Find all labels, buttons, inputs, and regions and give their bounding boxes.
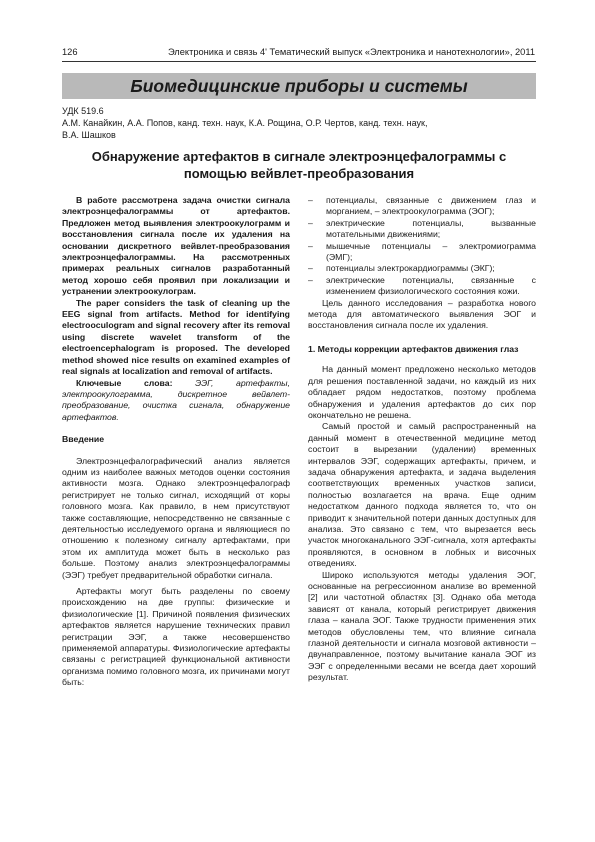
abstract-en: The paper considers the task of cleaning up the EEG signal from artifacts. Method for identifying electrooculogram and signal recovery after its removal using discrete wavelet transform of the electroencephalogram is proposed. The developed method showed nice results on examined examples of real signals at localization and removal of artifacts. xyxy=(62,297,290,377)
list-item: – мышечные потенциалы – электромиограмма (ЭМГ); xyxy=(308,241,536,264)
goal-paragraph: Цель данного исследования – разработка нового метода для автоматического выявления ЭОГ и восстановления сигнала после их удаления. xyxy=(308,297,536,331)
intro-paragraph-1: Электроэнцефалографический анализ является одним из наиболее важных методов оценки состояния активности мозга. Однако электроэнцефалограф регистрирует не только сигнал, исходящий от коры головного мозга. Как правило, в нем присутствуют также составляющие, непосредственно не связанные с деятельностью исследуемого органа и являющиеся по отношению к полезному сигналу артефактами, при этом их амплитуда может быть в несколько раз больше. Поэтому анализ электроэнцефалограммы (ЭЭГ) требует предварительной обработки сигнала. xyxy=(62,455,290,580)
paper-title: Обнаружение артефактов в сигнале электроэнцефалограммы с помощью вейвлет-преобразования xyxy=(91,149,507,181)
section-banner: Биомедицинские приборы и системы xyxy=(62,73,536,99)
methods-paragraph-3: Широко используются методы удаления ЭОГ, основанные на регрессионном анализе во временной [2] или частотной областях [3]. Однако оба метода зависят от канала, который регистрирует движения глаза – канала ЭОГ. Также трудности применения этих методов обусловлены тем, что влияние сигнала глазной деятельности и сигнала мозговой активности – двунаправленное, поэтому вычитание канала ЭОГ из ЭЭГ с определенными весами не всегда дает хороший результат. xyxy=(308,569,536,683)
list-item: – потенциалы электрокардиограммы (ЭКГ); xyxy=(308,263,536,274)
list-item: – электрические потенциалы, связанные с изменением физиологического состояния кожи. xyxy=(308,275,536,298)
page-number: 126 xyxy=(62,47,78,57)
keywords-text: ЭЭГ, артефакты, электроокулограмма, дискретное вейвлет-преобразование, очистка сигнала, обнаружение артефактов. xyxy=(62,377,290,422)
running-header: Электроника и связь 4' Тематический выпуск «Электроника и нанотехнологии», 2011 xyxy=(167,47,535,57)
keywords xyxy=(62,378,290,424)
methods-paragraph-1: На данный момент предложено несколько методов для решения поставленной задачи, но каждый из них обладает рядом недостатков, поэтому проблема обнаружения и удаления артефактов до сих пор окончательно не решена. xyxy=(308,364,536,420)
right-column xyxy=(308,195,536,684)
section-1-heading: 1. Методы коррекции артефактов движения глаз xyxy=(308,343,519,354)
abstract-ru: В работе рассмотрена задача очистки сигнала электроэнцефалограммы от артефактов. Предложен метод выявления электроокулограмм и восстановления сигнала после их удаления на основании дискретного вейвлет-преобразования электроэнцефалограммы. На рассмотренных примерах реальных сигналов разработанный метод хорошо себя проявил при локализации и устранении электроокулограм. xyxy=(62,195,290,297)
list-item: – потенциалы, связанные с движением глаз и морганием, – электроокулограмма (ЭОГ); xyxy=(308,195,536,218)
header-rule xyxy=(62,61,536,62)
udk-code: УДК 519.6 xyxy=(62,106,104,116)
left-column xyxy=(62,195,290,689)
keywords-label: Ключевые слова: xyxy=(76,377,173,388)
intro-heading: Введение xyxy=(62,434,105,445)
artifact-causes-list xyxy=(308,195,536,298)
intro-paragraph-2: Артефакты могут быть разделены по своему происхождению на две группы: физические и физиологические [1]. Причиной появления физических артефактов является нарушение технических правил регистрации ЭЭГ, а также несовершенство применяемой аппаратуры. Физиологические артефакты связаны с регистрацией функциональной активности организма помимо головного мозга, их причинами могут быть: xyxy=(62,586,290,688)
list-item: – электрические потенциалы, вызванные мотательными движениями; xyxy=(308,218,536,241)
authors-line-1: А.М. Канайкин, А.А. Попов, канд. техн. наук, К.А. Рощина, О.Р. Чертов, канд. техн. наук, xyxy=(62,118,428,128)
authors-line-2: В.А. Шашков xyxy=(62,130,116,140)
methods-paragraph-2: Самый простой и самый распространенный на данный момент в отечественной медицине метод состоит в вырезании (удалении) временных интервалов ЭЭГ, содержащих артефакты, причем, и задача обнаружения артефакта, и задача выделения соответствующих временных участков записи, полностью возлагается на врача. Еще одним недостатком данного подхода является то, что он приводит к значительной потери данных доступных для анализа. Это связано с тем, что вырезается весь участок многоканального ЭЭГ-сигнала, хотя артефакты проявляются, в основном в лобных и височных отведениях. xyxy=(308,421,536,569)
